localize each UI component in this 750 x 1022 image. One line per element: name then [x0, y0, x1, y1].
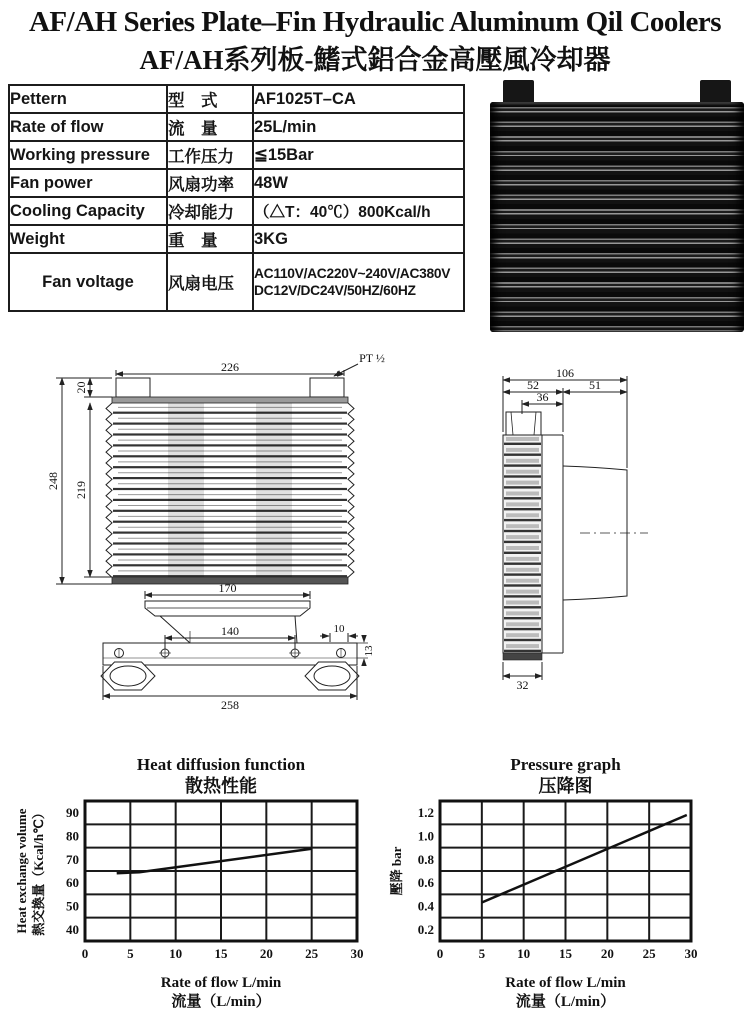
svg-text:60: 60 — [66, 875, 79, 891]
spec-name-zh: 冷却能力 — [167, 197, 253, 225]
spec-name-zh: 风扇电压 — [167, 253, 253, 311]
svg-text:40: 40 — [66, 921, 79, 937]
svg-text:140: 140 — [221, 624, 239, 638]
svg-text:10: 10 — [333, 623, 345, 635]
svg-text:0: 0 — [436, 946, 444, 961]
page-title-zh: AF/AH系列板-鰭式鋁合金高壓風冷却器 — [139, 45, 611, 75]
chart-plot-svg — [385, 797, 705, 969]
svg-text:248: 248 — [46, 472, 60, 490]
svg-text:20: 20 — [74, 381, 88, 394]
product-photo — [490, 80, 744, 332]
heat-chart-xlabel-zh: 流量（L/min） — [171, 994, 271, 1010]
page-title-en: AF/AH Series Plate–Fin Hydraulic Aluminum Qil Coolers — [28, 6, 722, 38]
svg-text:15: 15 — [214, 946, 228, 961]
spec-name-zh: 重 量 — [167, 225, 253, 253]
svg-text:90: 90 — [66, 805, 79, 821]
svg-text:13: 13 — [363, 645, 375, 657]
photo-port-right — [700, 80, 731, 104]
photo-port-left — [503, 80, 534, 104]
svg-text:10: 10 — [169, 946, 183, 961]
spec-name-en: Cooling Capacity — [9, 197, 167, 225]
svg-text:1.2: 1.2 — [417, 805, 434, 821]
svg-text:0.4: 0.4 — [417, 898, 434, 914]
spec-value: AF1025T–CA — [253, 85, 464, 113]
svg-text:52: 52 — [527, 378, 539, 392]
svg-text:0: 0 — [81, 946, 89, 961]
spec-row — [9, 113, 464, 141]
svg-text:20: 20 — [259, 946, 273, 961]
svg-text:70: 70 — [66, 851, 79, 867]
svg-text:30: 30 — [684, 946, 698, 961]
svg-text:25: 25 — [642, 946, 656, 961]
spec-value: 25L/min — [253, 113, 464, 141]
spec-name-en: Working pressure — [9, 141, 167, 169]
spec-row — [9, 197, 464, 225]
svg-text:5: 5 — [478, 946, 486, 961]
spec-name-zh: 型 式 — [167, 85, 253, 113]
front-view-drawing — [46, 351, 385, 712]
photo-fin-stack — [490, 102, 744, 332]
heat-chart-title-zh: 散热性能 — [185, 776, 257, 796]
spec-name-zh: 风扇功率 — [167, 169, 253, 197]
spec-value: ≦15Bar — [253, 141, 464, 169]
svg-text:熱交換量（Kcal/h℃）: 熱交換量（Kcal/h℃） — [31, 806, 46, 936]
spec-name-en: Weight — [9, 225, 167, 253]
svg-text:25: 25 — [305, 946, 319, 961]
svg-text:5: 5 — [127, 946, 134, 961]
spec-name-en: Rate of flow — [9, 113, 167, 141]
pressure-chart-xlabel-zh: 流量（L/min） — [515, 994, 616, 1010]
spec-row — [9, 253, 464, 311]
heat-chart-xlabel-en: Rate of flow L/min — [160, 975, 282, 991]
side-view-drawing — [503, 366, 648, 692]
svg-text:219: 219 — [74, 481, 88, 499]
svg-text:50: 50 — [66, 898, 79, 914]
heat-chart-title-en: Heat diffusion function — [136, 755, 306, 774]
data-line — [482, 815, 687, 903]
heat-diffusion-chart — [10, 755, 375, 1012]
svg-text:1.0: 1.0 — [417, 828, 434, 844]
spec-value: （△T：40℃）800Kcal/h — [253, 197, 464, 225]
svg-text:32: 32 — [516, 678, 529, 692]
spec-table — [8, 84, 465, 312]
spec-name-en: Fan power — [9, 169, 167, 197]
pressure-graph-chart — [385, 755, 740, 1012]
dimension-drawings — [0, 348, 750, 718]
svg-text:30: 30 — [350, 946, 364, 961]
spec-value: AC110V/AC220V~240V/AC380V DC12V/DC24V/50HZ/60HZ — [253, 253, 464, 311]
pressure-chart-title-en: Pressure graph — [510, 755, 621, 774]
spec-row — [9, 141, 464, 169]
svg-text:Heat exchange volume: Heat exchange volume — [14, 808, 29, 934]
svg-text:0.8: 0.8 — [417, 851, 434, 867]
svg-text:51: 51 — [589, 378, 601, 392]
spec-value: 3KG — [253, 225, 464, 253]
svg-text:106: 106 — [556, 366, 574, 380]
spec-name-en: Fan voltage — [9, 253, 167, 311]
svg-text:170: 170 — [218, 581, 237, 595]
svg-text:10: 10 — [517, 946, 531, 961]
data-line — [117, 849, 312, 874]
svg-text:80: 80 — [66, 828, 79, 844]
spec-row — [9, 225, 464, 253]
svg-text:壓降 bar: 壓降 bar — [389, 846, 404, 896]
svg-text:0.6: 0.6 — [417, 875, 434, 891]
heat-chart-plot — [10, 797, 375, 974]
svg-text:0.2: 0.2 — [417, 921, 434, 937]
spec-value: 48W — [253, 169, 464, 197]
spec-name-zh: 工作压力 — [167, 141, 253, 169]
spec-name-en: Pettern — [9, 85, 167, 113]
pressure-chart-title-zh: 压降图 — [538, 776, 593, 796]
svg-text:36: 36 — [536, 390, 549, 404]
spec-row — [9, 85, 464, 113]
spec-name-zh: 流 量 — [167, 113, 253, 141]
pressure-chart-xlabel-en: Rate of flow L/min — [505, 975, 626, 991]
pressure-chart-plot — [385, 797, 740, 974]
svg-text:20: 20 — [600, 946, 614, 961]
chart-plot-svg — [10, 797, 371, 969]
spec-row — [9, 169, 464, 197]
svg-text:PT ½: PT ½ — [359, 351, 385, 365]
svg-text:15: 15 — [559, 946, 572, 961]
svg-text:226: 226 — [221, 360, 239, 374]
spec-table-body — [9, 85, 464, 311]
svg-text:258: 258 — [221, 698, 239, 712]
